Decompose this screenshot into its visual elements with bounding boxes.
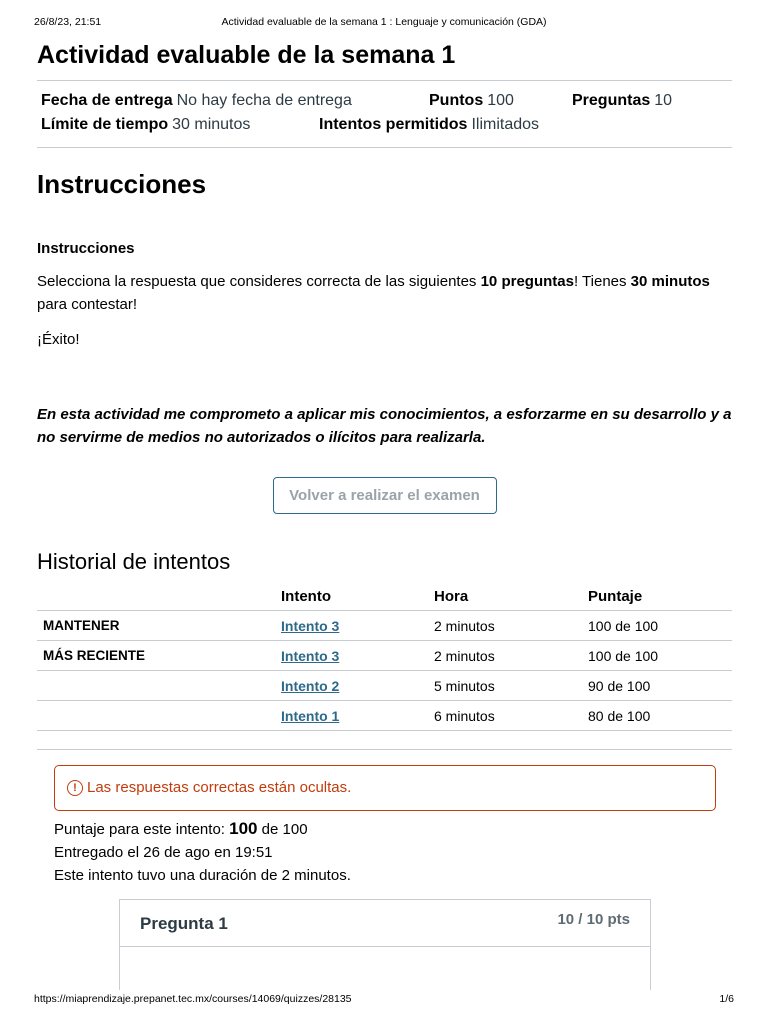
questions-pair — [572, 89, 672, 113]
table-row — [37, 671, 732, 701]
instructions-text-part: para contestar! — [37, 296, 138, 313]
time-limit-label: Límite de tiempo — [41, 116, 169, 133]
attempt-score-line — [54, 817, 732, 841]
attempt-link[interactable]: Intento 3 — [281, 647, 340, 664]
instructions-text-part: Selecciona la respuesta que consideres correcta de las siguientes — [37, 273, 481, 290]
attempt-tag: MANTENER — [37, 611, 275, 641]
section-divider — [37, 749, 732, 750]
points-pair — [429, 89, 572, 113]
points-label: Puntos — [429, 92, 484, 109]
attempt-score: 80 de 100 — [582, 701, 732, 731]
attempt-cell — [275, 671, 428, 701]
instructions-text — [37, 270, 732, 316]
print-page-title: Actividad evaluable de la semana 1 : Lenguaje y comunicación (GDA) — [221, 16, 547, 28]
attempt-score: 100 de 100 — [582, 611, 732, 641]
column-header: Hora — [428, 582, 582, 611]
table-row — [37, 611, 732, 641]
print-url: https://miaprendizaje.prepanet.tec.mx/courses/14069/quizzes/28135 — [34, 993, 352, 1005]
attempt-tag — [37, 701, 275, 731]
submitted-line: Entregado el 26 de ago en 19:51 — [54, 844, 273, 861]
attempt-score: 90 de 100 — [582, 671, 732, 701]
attempt-link[interactable]: Intento 2 — [281, 677, 340, 694]
attempts-value: Ilimitados — [471, 116, 540, 133]
points-value: 100 — [487, 92, 514, 109]
attempt-score: 100 de 100 — [582, 641, 732, 671]
instructions-text-part: ! Tienes — [573, 273, 631, 290]
instructions-subheading: Instrucciones — [37, 240, 135, 257]
retake-wrap — [37, 477, 732, 514]
table-header-row — [37, 582, 732, 611]
question-card — [119, 899, 651, 990]
score-total: de 100 — [257, 821, 308, 838]
integrity-pledge: En esta actividad me comprometo a aplicar mis conocimientos, a esforzarme en su desarrollo y a no servirme de medios no autorizados o ilícitos para realizarla. — [37, 406, 732, 446]
print-page-number: 1/6 — [719, 993, 734, 1005]
questions-label: Preguntas — [572, 92, 651, 109]
question-points: 10 / 10 pts — [557, 911, 630, 928]
column-header: Puntaje — [582, 582, 732, 611]
print-datetime: 26/8/23, 21:51 — [34, 16, 102, 28]
duration-line: Este intento tuvo una duración de 2 minutos. — [54, 867, 351, 884]
attempt-link[interactable]: Intento 3 — [281, 617, 340, 634]
attempts-label: Intentos permitidos — [319, 116, 468, 133]
attempt-history-title: Historial de intentos — [37, 549, 231, 574]
alert-text: Las respuestas correctas están ocultas. — [87, 779, 352, 796]
attempt-tag — [37, 671, 275, 701]
attempt-time: 6 minutos — [428, 701, 582, 731]
due-date-pair — [41, 89, 429, 113]
question-title: Pregunta 1 — [140, 914, 228, 933]
details-row-2 — [41, 113, 732, 137]
instructions-success: ¡Éxito! — [37, 331, 80, 348]
retake-quiz-button[interactable]: Volver a realizar el examen — [273, 477, 497, 514]
attempt-time: 5 minutos — [428, 671, 582, 701]
score-value: 100 — [229, 819, 258, 838]
attempt-tag: MÁS RECIENTE — [37, 641, 275, 671]
time-limit-pair — [41, 113, 319, 137]
quiz-title: Actividad evaluable de la semana 1 — [37, 38, 732, 81]
attempt-history-table — [37, 582, 732, 731]
quiz-details — [37, 81, 732, 148]
time-limit-value: 30 minutos — [172, 116, 251, 133]
details-row-1 — [41, 89, 732, 113]
questions-value: 10 — [654, 92, 673, 109]
instructions-heading: Instrucciones — [37, 169, 207, 199]
attempts-pair — [319, 113, 539, 137]
warning-icon: ! — [67, 780, 83, 796]
attempt-cell — [275, 641, 428, 671]
due-date-label: Fecha de entrega — [41, 92, 173, 109]
table-row — [37, 701, 732, 731]
attempt-summary — [54, 817, 732, 887]
score-label: Puntaje para este intento: — [54, 821, 230, 838]
attempt-cell — [275, 701, 428, 731]
question-header — [120, 900, 650, 947]
table-row — [37, 641, 732, 671]
column-header — [37, 582, 275, 611]
quiz-content — [37, 38, 732, 990]
attempt-time: 2 minutos — [428, 611, 582, 641]
instructions-time: 30 minutos — [630, 273, 710, 290]
column-header: Intento — [275, 582, 428, 611]
attempt-link[interactable]: Intento 1 — [281, 707, 340, 724]
instructions-question-count: 10 preguntas — [480, 273, 574, 290]
answers-hidden-alert — [54, 765, 716, 811]
attempt-cell — [275, 611, 428, 641]
attempt-time: 2 minutos — [428, 641, 582, 671]
due-date-value: No hay fecha de entrega — [176, 92, 352, 109]
